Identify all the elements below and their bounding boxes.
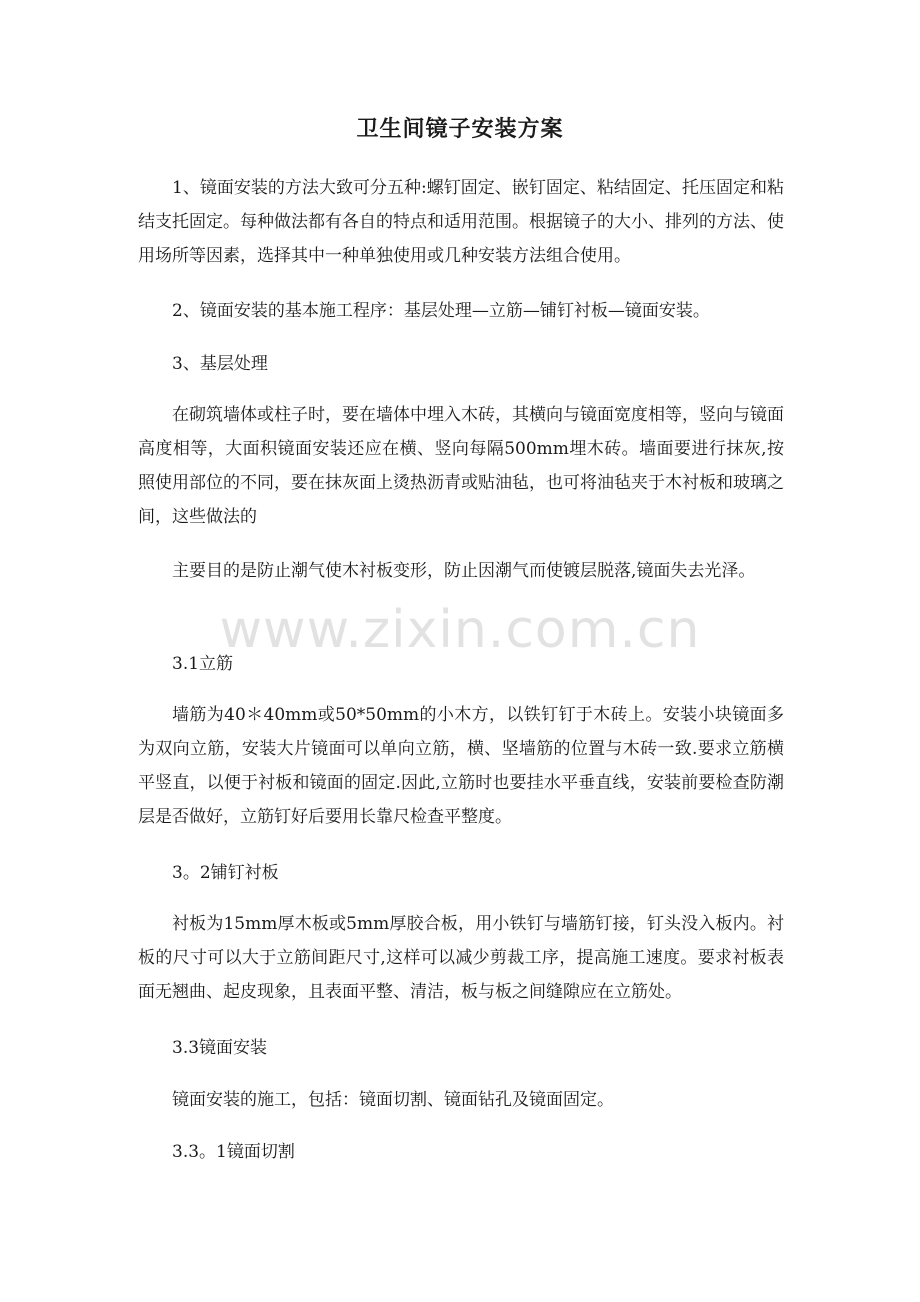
section-heading-studs: 3.1立筋 bbox=[172, 654, 234, 674]
document-title: 卫生间镜子安装方案 bbox=[356, 116, 564, 142]
section-heading-base: 3、基层处理 bbox=[172, 354, 268, 374]
paragraph-methods: 1、镜面安装的方法大致可分五种:螺钉固定、嵌钉固定、粘结固定、托压固定和粘结支托固定。每种做法都有各自的特点和适用范围。根据镜子的大小、排列的方法、使用场所等因素，选择其中一种单独使用或几种安装方法组合使用。 bbox=[138, 178, 784, 266]
paragraph-purpose: 主要目的是防止潮气使木衬板变形，防止因潮气而使镀层脱落,镜面失去光泽。 bbox=[172, 561, 756, 581]
paragraph-studs: 墙筋为40＊40mm或50*50mm的小木方，以铁钉钉于木砖上。安装小块镜面多为双向立筋，安装大片镜面可以单向立筋，横、坚墙筋的位置与木砖一致.要求立筋横平竖直，以便于衬板和镜面的固定.因此,立筋时也要挂水平垂直线，安装前要检查防潮层是否做好，立筋钉好后要用长靠尺检查平整度。 bbox=[138, 705, 784, 827]
section-heading-backing: 3。2铺钉衬板 bbox=[172, 863, 279, 883]
section-heading-mirror-install: 3.3镜面安装 bbox=[172, 1038, 268, 1058]
paragraph-procedure: 2、镜面安装的基本施工程序：基层处理—立筋—铺钉衬板—镜面安装。 bbox=[172, 301, 710, 321]
paragraph-backing: 衬板为15mm厚木板或5mm厚胶合板，用小铁钉与墙筋钉接，钉头没入板内。衬板的尺寸可以大于立筋间距尺寸,这样可以减少剪裁工序，提高施工速度。要求衬板表面无翘曲、起皮现象，且表面平整、清洁，板与板之间缝隙应在立筋处。 bbox=[138, 914, 784, 1002]
paragraph-base-treatment: 在砌筑墙体或柱子时，要在墙体中埋入木砖，其横向与镜面宽度相等，竖向与镜面高度相等，大面积镜面安装还应在横、竖向每隔500mm埋木砖。墙面要进行抹灰,按照使用部位的不同，要在抹灰面上烫热沥青或贴油毡，也可将油毡夹于木衬板和玻璃之间，这些做法的 bbox=[138, 405, 784, 527]
section-heading-mirror-cutting: 3.3。1镜面切割 bbox=[172, 1142, 295, 1162]
watermark: www.zixin.com.cn bbox=[219, 600, 701, 660]
paragraph-mirror-install: 镜面安装的施工，包括：镜面切割、镜面钻孔及镜面固定。 bbox=[172, 1090, 614, 1110]
